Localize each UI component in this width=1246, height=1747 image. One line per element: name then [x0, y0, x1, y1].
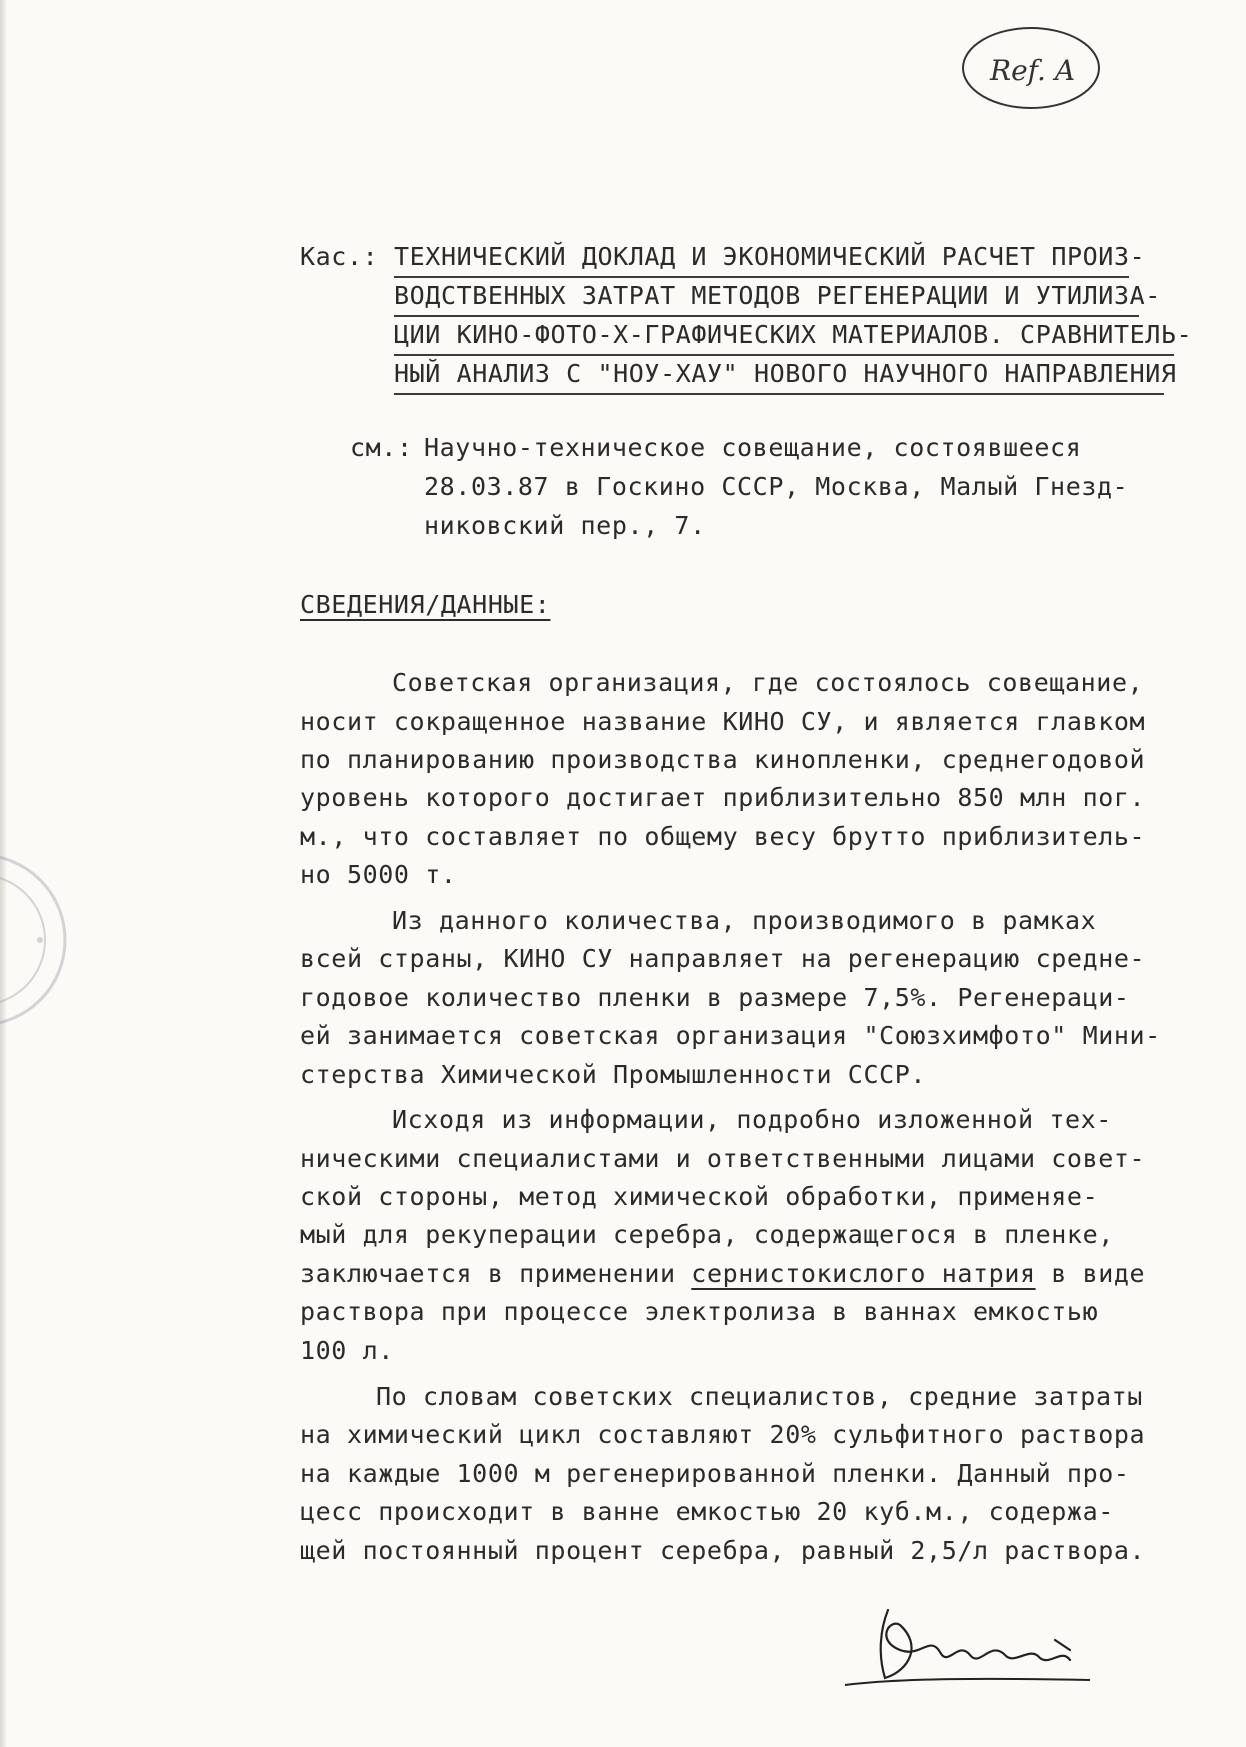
- para1-line-4: уровень которого достигает приблизительно 850 млн пог.: [300, 783, 1146, 812]
- ref-mark-text: Ref. A: [990, 54, 1076, 87]
- para3-line-7: 100 л.: [300, 1336, 394, 1365]
- para4-line-5: щей постоянный процент серебра, равный 2,5/л раствора.: [300, 1536, 1146, 1565]
- para1-line-3: по планированию производства кинопленки, среднегодовой: [300, 745, 1146, 774]
- ref-mark: [958, 22, 1104, 114]
- ref-oval-icon: [958, 22, 1104, 114]
- para1-line-5: м., что составляет по общему весу брутто приблизитель-: [300, 822, 1146, 851]
- para1-line-6: но 5000 т.: [300, 860, 457, 889]
- para2-line-3: годовое количество пленки в размере 7,5%. Регенераци-: [300, 983, 1130, 1012]
- subject-line-4: НЫЙ АНАЛИЗ С "НОУ-ХАУ" НОВОГО НАУЧНОГО НАПРАВЛЕНИЯ: [394, 359, 1177, 388]
- see-label: см.:: [350, 433, 413, 462]
- subject-underline-3: [394, 354, 1174, 356]
- subject-underline-1: [394, 276, 1129, 278]
- underlined-term: сернистокислого натрия: [691, 1259, 1036, 1288]
- section-heading: СВЕДЕНИЯ/ДАННЫЕ:: [300, 590, 551, 619]
- para3-line-5: [300, 1261, 1145, 1286]
- subject-underline-2: [394, 315, 1139, 317]
- signature-icon: [840, 1600, 1100, 1700]
- para3-line-3: ской стороны, метод химической обработки, применяе-: [300, 1182, 1099, 1211]
- para3-line-1: Исходя из информации, подробно изложенной тех-: [392, 1105, 1112, 1134]
- para2-line-2: всей страны, КИНО СУ направляет на регенерацию средне-: [300, 944, 1146, 973]
- para2-line-1: Из данного количества, производимого в рамках: [392, 906, 1097, 935]
- para3-line-5-end: в виде: [1035, 1259, 1146, 1288]
- see-line-2: 28.03.87 в Госкино СССР, Москва, Малый Гнезд-: [424, 472, 1129, 501]
- para3-line-6: раствора при процессе электролиза в ваннах емкостью: [300, 1297, 1099, 1326]
- para3-line-4: мый для рекуперации серебра, содержащегося в пленке,: [300, 1220, 1114, 1249]
- faded-stamp: [0, 840, 70, 1040]
- para4-line-2: на химический цикл составляют 20% сульфитного раствора: [300, 1420, 1146, 1449]
- para4-line-3: на каждые 1000 м регенерированной пленки. Данный про-: [300, 1459, 1130, 1488]
- para2-line-4: ей занимается советская организация "Союзхимфото" Мини-: [300, 1021, 1161, 1050]
- para4-line-1: По словам советских специалистов, средние затраты: [376, 1382, 1143, 1411]
- para3-line-5-start: заключается в применении: [300, 1259, 692, 1288]
- para2-line-5: стерства Химической Промышленности СССР.: [300, 1060, 927, 1089]
- subject-label: Кас.:: [300, 242, 379, 271]
- subject-line-3: ЦИИ КИНО-ФОТО-Х-ГРАФИЧЕСКИХ МАТЕРИАЛОВ. СРАВНИТЕЛЬ-: [394, 320, 1193, 349]
- para4-line-4: цесс происходит в ванне емкостью 20 куб.м., содержа-: [300, 1497, 1114, 1526]
- subject-line-2: ВОДСТВЕННЫХ ЗАТРАТ МЕТОДОВ РЕГЕНЕРАЦИИ И УТИЛИЗА-: [394, 281, 1161, 310]
- para1-line-1: Советская организация, где состоялось совещание,: [392, 668, 1144, 697]
- stamp-icon: [0, 840, 70, 1040]
- see-line-3: никовский пер., 7.: [424, 511, 706, 540]
- subject-underline-4: [394, 393, 1164, 395]
- subject-line-1: ТЕХНИЧЕСКИЙ ДОКЛАД И ЭКОНОМИЧЕСКИЙ РАСЧЕТ ПРОИЗ-: [394, 242, 1146, 271]
- signature: [840, 1600, 1100, 1700]
- para1-line-2: носит сокращенное название КИНО СУ, и является главком: [300, 707, 1146, 736]
- see-line-1: Научно-техническое совещание, состоявшееся: [424, 433, 1082, 462]
- para3-line-2: ническими специалистами и ответственными лицами совет-: [300, 1144, 1146, 1173]
